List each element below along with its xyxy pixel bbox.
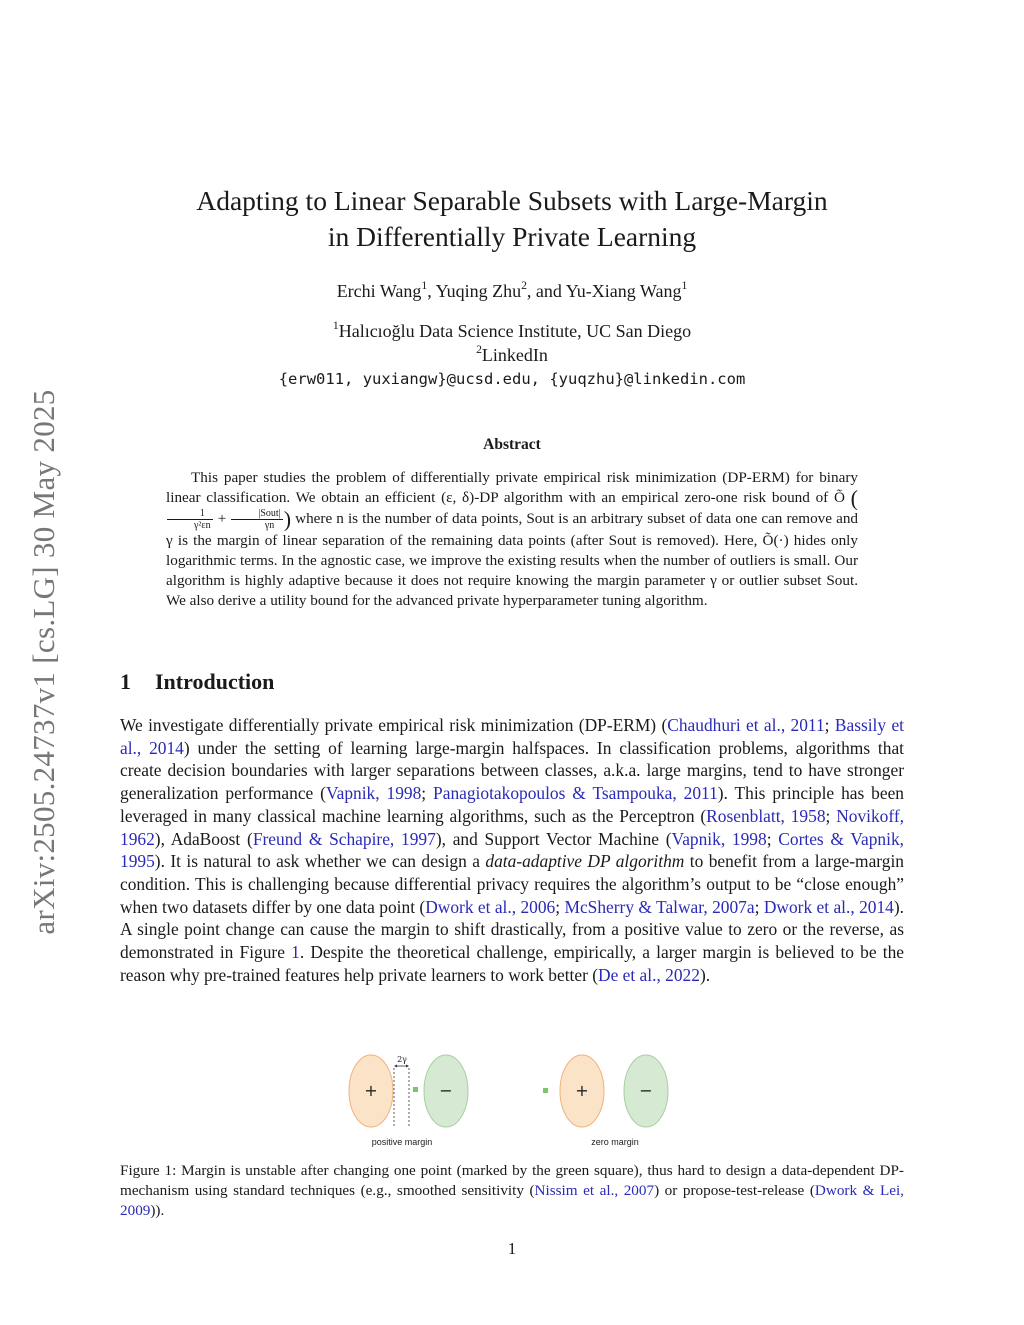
positive-margin-label: positive margin: [371, 1137, 433, 1147]
fraction-2-denominator: γn: [264, 520, 275, 531]
author-separator: , and: [526, 281, 566, 301]
section-heading: [120, 669, 274, 695]
affiliation-mark: 1: [332, 318, 339, 332]
body-text: We investigate differentially private empirical risk minimization (DP-ERM) (: [120, 715, 668, 735]
author-name: Erchi Wang: [336, 281, 422, 301]
author-name: Yu-Xiang Wang: [565, 281, 682, 301]
citation-link[interactable]: De et al., 2022: [598, 964, 700, 985]
open-paren: (: [850, 485, 858, 511]
author-affiliation-mark: 2: [521, 278, 527, 292]
citation-link[interactable]: Vapnik, 1998: [325, 783, 422, 804]
abstract-text-part2: where n is the number of data points, Sout is an arbitrary subset of data one can remove and γ is the margin of linear separation of the remaining data points (after Sout is removed). Here, Õ(·) hides only logarithmic terms. In the agnostic case, we improve the existing results when the number of outliers is small. Our algorithm is highly adaptive because it does not require knowing the margin parameter γ or outlier subset Sout. We also derive a utility bound for the advanced private hyperparameter tuning algorithm.: [166, 509, 859, 609]
affiliation-2: [0, 342, 1024, 366]
body-text: ;: [825, 805, 837, 826]
citation-link[interactable]: Dwork & Lei, 2009: [120, 1182, 904, 1219]
citation-link[interactable]: 1: [291, 942, 300, 963]
abstract-text-part1: This paper studies the problem of differentially private empirical risk minimization (DP-ERM) for binary linear classification. We obtain an efficient (ε, δ)-DP algorithm with an empirical zero-one risk bound of Õ: [166, 469, 858, 506]
fraction-2-numerator: |Sout|: [231, 508, 282, 520]
body-text: ).: [699, 964, 711, 985]
citation-link[interactable]: Cortes & Vapnik, 1995: [120, 828, 904, 872]
body-text: ;: [824, 715, 835, 735]
citation-link[interactable]: Bassily et al., 2014: [120, 715, 904, 758]
author-name: Yuqing Zhu: [435, 281, 522, 301]
body-text: )).: [150, 1202, 165, 1219]
abstract-heading: Abstract: [483, 436, 541, 453]
abstract-body: [166, 468, 858, 611]
citation-link[interactable]: Dwork et al., 2006: [425, 896, 556, 917]
section-number: 1: [120, 669, 131, 694]
body-text: ;: [555, 896, 565, 917]
figure-caption: [120, 1161, 904, 1221]
close-paren: ): [283, 506, 292, 532]
fraction-1-numerator: 1: [167, 508, 213, 520]
body-text: ;: [421, 783, 434, 804]
paper-title: [0, 183, 1024, 255]
minus-symbol: −: [639, 1081, 653, 1100]
margin-arrowhead-left: [394, 1065, 397, 1068]
author-separator: ,: [427, 281, 436, 301]
introduction-paragraph: [120, 714, 904, 986]
fraction-2: [231, 508, 282, 531]
body-text: ), and Support Vector Machine (: [435, 828, 672, 849]
citation-link[interactable]: Nissim et al., 2007: [534, 1182, 655, 1199]
minus-symbol: −: [439, 1081, 453, 1100]
citation-link[interactable]: Dwork et al., 2014: [763, 896, 894, 917]
margin-diagram: [340, 1054, 680, 1150]
changed-point-marker: [543, 1088, 548, 1093]
body-text: ) under the setting of learning large-margin halfspaces. In classification problems, algorithms that create decision boundaries with larger separations between classes, a.k.a. large margins, tend to have stronger generalization performance (: [120, 737, 904, 804]
figure-caption-text: [120, 1161, 904, 1221]
affiliation-1: [0, 318, 1024, 342]
citation-link[interactable]: Vapnik, 1998: [671, 828, 767, 849]
citation-link[interactable]: Novikoff, 1962: [120, 805, 904, 849]
author-emails: {erw011, yuxiangw}@ucsd.edu, {yuqzhu}@linkedin.com: [278, 370, 746, 388]
body-text: ) or propose-test-release (: [654, 1182, 815, 1199]
body-text: Figure 1: Margin is unstable after changing one point (marked by the green square), thus hard to design a data-dependent DP-mechanism using standard techniques (e.g., smoothed sensitivity (: [120, 1162, 904, 1199]
plus-operator: +: [217, 509, 227, 527]
body-text: ). This principle has been leveraged in many classical machine learning algorithms, such as the Perceptron (: [120, 783, 904, 826]
affiliation-text: LinkedIn: [481, 345, 548, 365]
changed-point-marker: [413, 1087, 418, 1092]
fraction-1-denominator: γ²εn: [194, 520, 211, 531]
title-line-1: Adapting to Linear Separable Subsets with Large-Margin: [196, 185, 828, 216]
citation-link[interactable]: Chaudhuri et al., 2011: [667, 715, 825, 735]
zero-margin-panel: [543, 1055, 668, 1147]
zero-margin-label: zero margin: [591, 1137, 639, 1147]
body-text: . Despite the theoretical challenge, empirically, a larger margin is believed to be the reason why pre-trained features help private learners to work better (: [120, 942, 904, 985]
citation-link[interactable]: Freund & Schapire, 1997: [252, 828, 436, 849]
figure-1: [340, 1054, 680, 1150]
emphasized-text: data-adaptive DP algorithm: [485, 851, 685, 872]
body-text: ), AdaBoost (: [154, 828, 253, 849]
fraction-1: [167, 508, 213, 531]
author-affiliation-mark: 1: [681, 278, 688, 292]
body-text: ). A single point change can cause the margin to shift drastically, from a positive value to zero or the reverse, as demonstrated in Figure: [120, 896, 905, 963]
affiliation-text: Halıcıoğlu Data Science Institute, UC San Diego: [338, 321, 692, 341]
page-number: 1: [507, 1239, 517, 1258]
body-text: to benefit from a large-margin condition. This is challenging because differential privacy requires the algorithm’s output to be “close enough” when two datasets differ by one data point (: [120, 851, 904, 917]
section-title: Introduction: [155, 669, 275, 694]
plus-symbol: +: [364, 1081, 378, 1100]
citation-link[interactable]: McSherry & Talwar, 2007a: [564, 896, 755, 917]
introduction-body: [120, 714, 904, 986]
arxiv-identifier-text: arXiv:2505.24737v1 [cs.LG] 30 May 2025: [26, 389, 61, 935]
affiliation-mark: 2: [476, 342, 482, 356]
author-affiliation-mark: 1: [421, 278, 428, 292]
author-list: [0, 278, 1024, 302]
body-text: ;: [754, 896, 764, 917]
body-text: ). It is natural to ask whether we can design a: [154, 851, 486, 872]
positive-margin-panel: [349, 1055, 468, 1147]
arxiv-identifier: [14, 367, 74, 957]
plus-symbol: +: [575, 1081, 589, 1100]
body-text: ;: [766, 828, 779, 849]
abstract-paragraph: [166, 468, 858, 611]
title-line-2: in Differentially Private Learning: [327, 221, 697, 252]
citation-link[interactable]: Rosenblatt, 1958: [706, 805, 826, 826]
margin-arrowhead-right: [406, 1065, 409, 1068]
margin-width-label: 2γ: [397, 1055, 407, 1064]
citation-link[interactable]: Panagiotakopoulos & Tsampouka, 2011: [433, 783, 718, 804]
